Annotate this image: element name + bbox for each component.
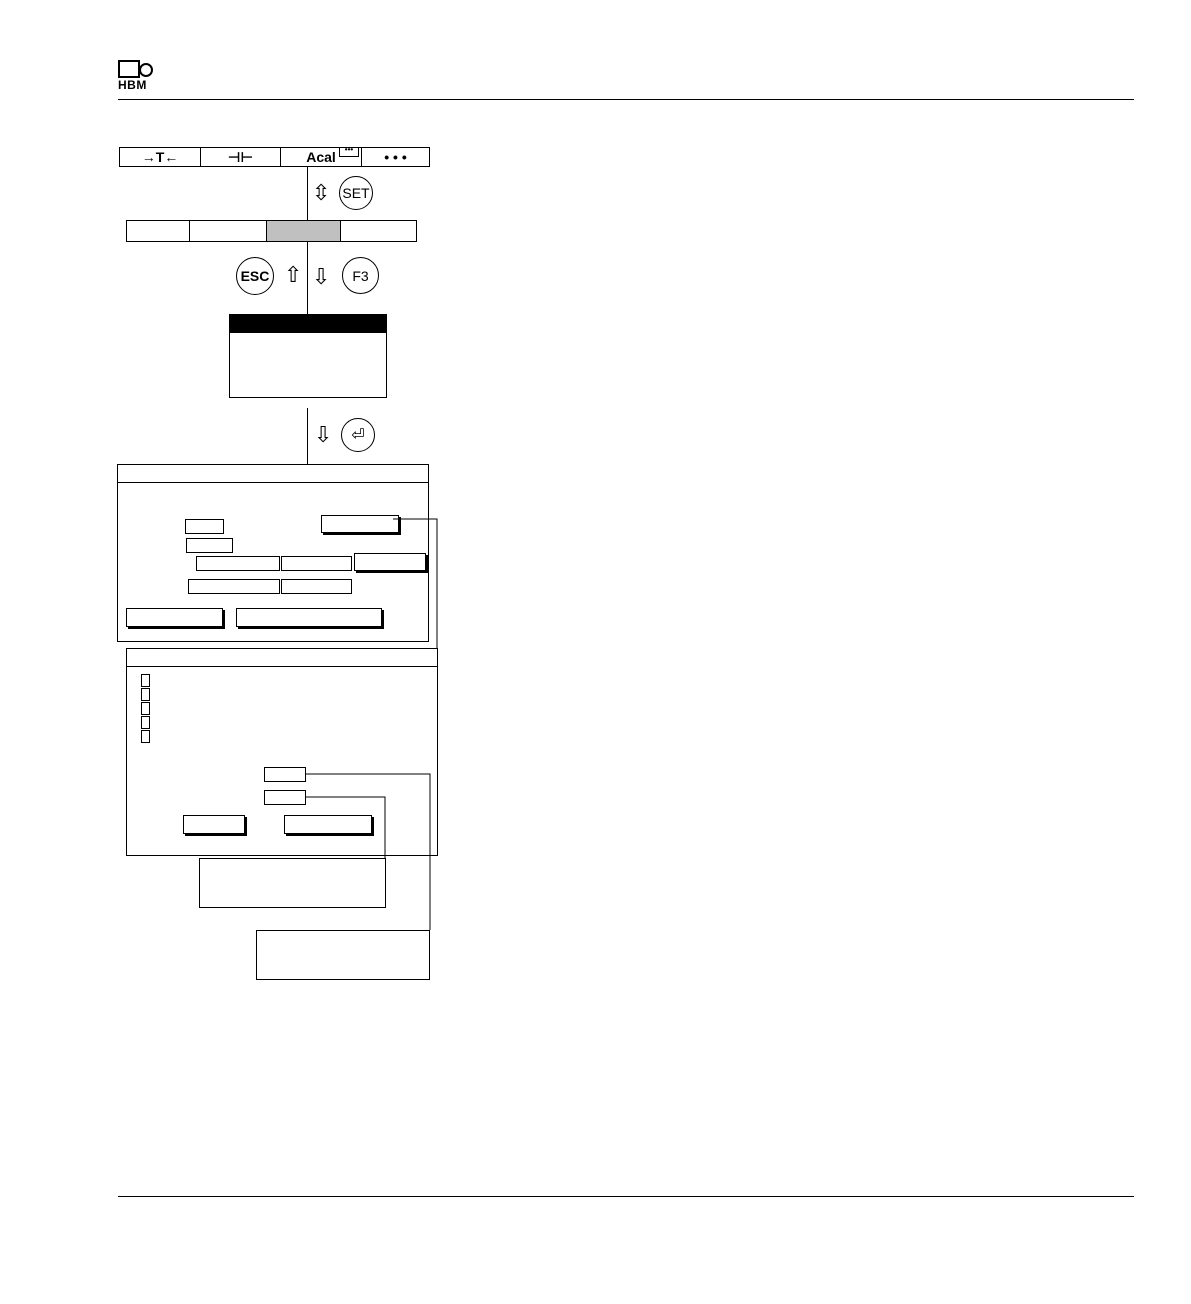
note-box-1 [199,858,386,908]
sub-field-2[interactable] [264,790,306,805]
checkbox-3[interactable] [141,702,150,715]
checkbox-5[interactable] [141,730,150,743]
softkey-tare[interactable]: →T← [120,148,201,166]
menu-item-selected[interactable] [267,221,341,241]
set-key[interactable]: SET [339,176,373,210]
connector-line-3 [307,408,308,464]
field-4a[interactable] [188,579,280,594]
softkey-acal[interactable]: Acal ••• [281,148,362,166]
hbm-logo-icon [118,60,154,78]
softkey-more[interactable]: • • • [384,149,407,165]
softkey-bar [119,147,430,167]
f3-key[interactable]: F3 [342,257,379,294]
dialog-button-left[interactable] [126,608,223,627]
softkey-zero[interactable]: ⊣⊢ [201,148,281,166]
list-dialog-header [230,315,386,333]
sub-dialog [126,648,438,856]
note-box-2 [256,930,430,980]
menu-bar [126,220,417,242]
enter-key[interactable]: ⏎ [341,418,375,452]
field-1[interactable] [185,519,224,534]
header-rule [118,99,1134,100]
updown-arrow-icon: ⇳ [312,180,331,205]
menu-item-1[interactable] [127,221,190,241]
checkbox-2[interactable] [141,688,150,701]
esc-key[interactable]: ESC [236,257,274,295]
connector-line-2 [307,242,308,314]
sub-field-1[interactable] [264,767,306,782]
sub-dialog-button-left[interactable] [183,815,245,834]
dialog-button-top-right[interactable] [321,515,399,533]
down-arrow-icon-2: ⇩ [314,422,333,447]
field-3c[interactable] [354,553,426,571]
field-3a[interactable] [196,556,280,571]
settings-dialog-titlebar [118,465,428,483]
logo-text: HBM [118,78,147,92]
checkbox-1[interactable] [141,674,150,687]
sub-dialog-titlebar [127,649,437,667]
menu-item-2[interactable] [190,221,267,241]
sub-dialog-button-right[interactable] [284,815,372,834]
field-4b[interactable] [281,579,352,594]
up-arrow-icon: ⇧ [284,262,303,287]
field-3b[interactable] [281,556,352,571]
dialog-button-right[interactable] [236,608,382,627]
list-dialog [229,314,387,398]
menu-item-4[interactable] [341,221,416,241]
acal-indicator: ••• [339,147,359,157]
field-2[interactable] [186,538,233,553]
connector-line-1 [307,167,308,220]
checkbox-4[interactable] [141,716,150,729]
footer-rule [118,1196,1134,1197]
down-arrow-icon: ⇩ [312,264,331,289]
